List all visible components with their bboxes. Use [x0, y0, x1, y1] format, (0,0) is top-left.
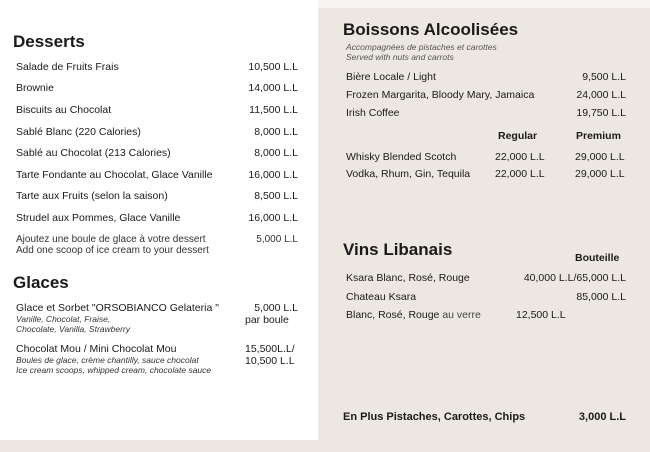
glace-item-sub: Vanille, Chocolat, Fraise, — [16, 314, 111, 324]
spirit-item-name: Whisky Blended Scotch — [346, 151, 457, 163]
desserts-title: Desserts — [13, 32, 85, 51]
dessert-item-name: Salade de Fruits Frais — [16, 61, 119, 73]
spirit-premium-price: 29,000 L.L — [575, 168, 625, 180]
spirit-regular-price: 22,000 L.L — [495, 168, 545, 180]
dessert-item-name: Sablé Blanc (220 Calories) — [16, 126, 141, 138]
dessert-item-price: 8,500 L.L — [254, 190, 298, 202]
drink-item-name: Irish Coffee — [346, 107, 400, 119]
dessert-item-price: 16,000 L.L — [248, 169, 298, 181]
wine-item-price: 12,500 L.L — [516, 309, 566, 321]
drink-item-price: 24,000 L.L — [576, 89, 626, 101]
wine-item-note: au verre — [442, 309, 481, 321]
dessert-item-price: 11,500 L.L — [249, 104, 298, 116]
extra-price: 3,000 L.L — [578, 411, 626, 423]
dessert-item-price: 10,500 L.L — [248, 61, 298, 73]
extra-label: En Plus Pistaches, Carottes, Chips — [343, 411, 526, 423]
column-premium: Premium — [576, 130, 621, 142]
wine-item-price: 40,000 L.L/65,000 L.L — [523, 272, 626, 284]
dessert-item-price: 14,000 L.L — [248, 82, 298, 94]
scoop-note-en: Add one scoop of ice cream to your dessert — [16, 245, 209, 256]
scoop-note-fr: Ajoutez une boule de glace à votre dessert — [16, 234, 206, 245]
spirit-regular-price: 22,000 L.L — [495, 151, 545, 163]
drink-item-price: 9,500 L.L — [582, 71, 626, 83]
glace-item-name: Chocolat Mou / Mini Chocolat Mou — [16, 343, 177, 355]
dessert-item-name: Strudel aux Pommes, Glace Vanille — [16, 212, 181, 224]
glace-item-price-unit: par boule — [245, 314, 289, 326]
glace-item-price-mini: 10,500 L.L — [245, 355, 295, 367]
top-strip — [318, 0, 650, 8]
dessert-item-name: Tarte Fondante au Chocolat, Glace Vanille — [16, 169, 213, 181]
wine-item-price: 85,000 L.L — [576, 291, 626, 303]
dessert-item-name: Sablé au Chocolat (213 Calories) — [16, 147, 171, 159]
column-bouteille: Bouteille — [575, 252, 620, 264]
wine-item-name — [346, 309, 481, 321]
glaces-title: Glaces — [13, 273, 69, 292]
drink-item-name: Bière Locale / Light — [346, 71, 436, 83]
dessert-item-price: 8,000 L.L — [254, 147, 298, 159]
dessert-item-price: 8,000 L.L — [254, 126, 298, 138]
boissons-subtitle-fr: Accompagnées de pistaches et carottes — [346, 42, 497, 52]
dessert-item-price: 16,000 L.L — [248, 212, 298, 224]
scoop-price: 5,000 L.L — [256, 234, 298, 245]
dessert-item-name: Biscuits au Chocolat — [16, 104, 112, 116]
glace-item-sub: Chocolate, Vanilla, Strawberry — [16, 324, 131, 334]
spirit-item-name: Vodka, Rhum, Gin, Tequila — [346, 168, 471, 180]
glace-item-price: 15,500L.L/ — [245, 343, 295, 355]
glace-item-price: 5,000 L.L — [254, 302, 298, 314]
wine-item-name: Ksara Blanc, Rosé, Rouge — [346, 272, 470, 284]
vins-title: Vins Libanais — [343, 240, 453, 259]
boissons-title: Boissons Alcoolisées — [343, 20, 519, 39]
glace-item-sub: Ice cream scoops, whipped cream, chocolate sauce — [16, 365, 212, 375]
dessert-item-name: Brownie — [16, 82, 54, 94]
drink-item-name: Frozen Margarita, Bloody Mary, Jamaica — [346, 89, 535, 101]
dessert-item-name: Tarte aux Fruits (selon la saison) — [16, 190, 168, 202]
drink-item-price: 19,750 L.L — [576, 107, 626, 119]
wine-item-name-text: Blanc, Rosé, Rouge — [346, 309, 440, 321]
right-panel — [318, 0, 650, 452]
glace-item-name: Glace et Sorbet "ORSOBIANCO Gelateria " — [16, 302, 219, 314]
boissons-subtitle-en: Served with nuts and carrots — [346, 52, 454, 62]
column-regular: Regular — [498, 130, 538, 142]
wine-item-name: Chateau Ksara — [346, 291, 417, 303]
glace-item-sub: Boules de glace, crème chantilly, sauce chocolat — [16, 355, 199, 365]
spirit-premium-price: 29,000 L.L — [575, 151, 625, 163]
